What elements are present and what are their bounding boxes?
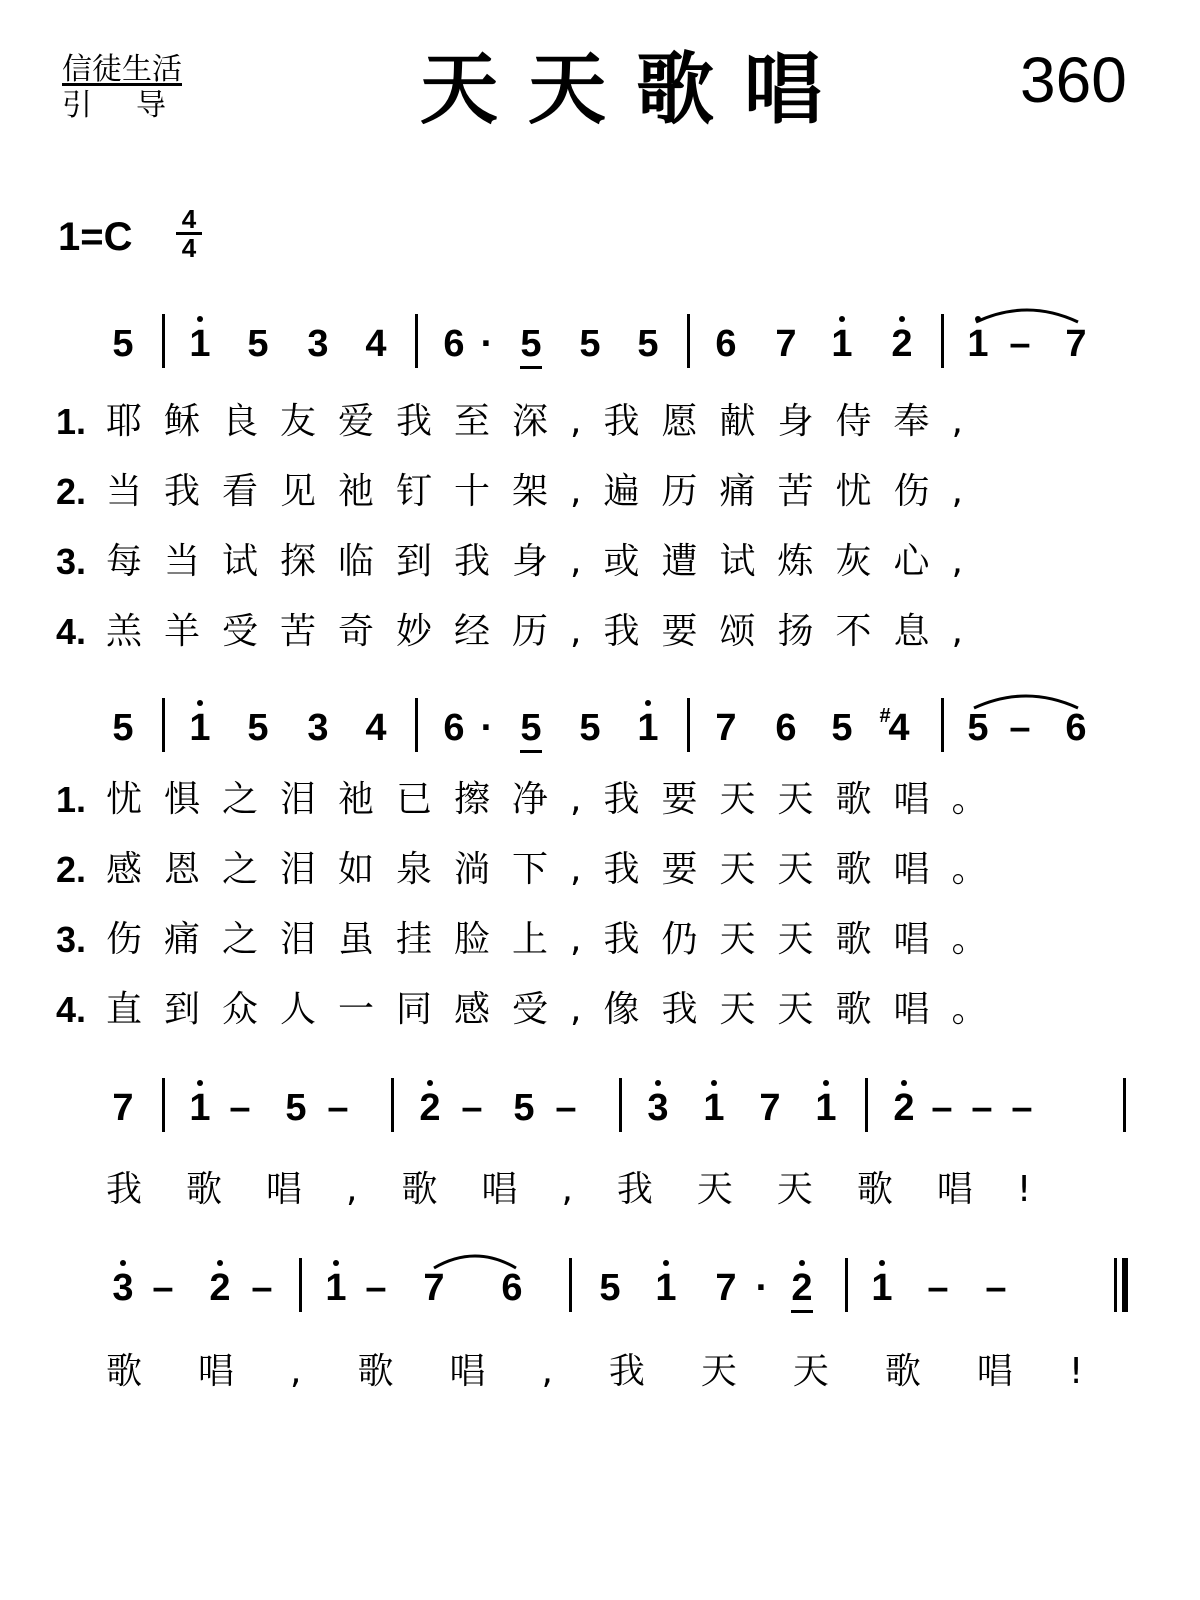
dash: – — [461, 1087, 483, 1129]
verse-number: 2. — [56, 849, 87, 890]
verse-lyrics: 感恩之泪如泉淌下,我要天天歌唱。 — [106, 849, 1010, 890]
note: 1 — [189, 323, 211, 365]
octave-dot — [120, 1260, 126, 1266]
note: 7 — [1065, 323, 1087, 365]
note: 5 — [520, 707, 542, 749]
barline — [162, 1078, 165, 1132]
barline — [1123, 1078, 1126, 1132]
note: 6 — [775, 707, 797, 749]
dash: – — [555, 1087, 577, 1129]
note: 1 — [637, 707, 659, 749]
barline — [845, 1258, 848, 1312]
page-title: 天天歌唱 — [420, 45, 853, 135]
dash: – — [971, 1087, 993, 1129]
dash: – — [229, 1087, 251, 1129]
beam-underline — [791, 1310, 813, 1313]
octave-dot — [333, 1260, 339, 1266]
note: 5 — [285, 1087, 307, 1129]
verse-number: 1. — [56, 401, 87, 442]
note: 7 — [759, 1087, 781, 1129]
note: 3 — [307, 323, 329, 365]
verse-lyrics: 耶稣良友爱我至深,我愿献身侍奉, — [106, 401, 985, 442]
octave-dot — [427, 1080, 433, 1086]
note: 5 — [112, 707, 134, 749]
note: 5 — [831, 707, 853, 749]
octave-dot — [197, 700, 203, 706]
note: 7 — [715, 1267, 737, 1309]
refrain-lyrics: 我歌唱,歌唱,我天天歌唱! — [106, 1169, 1076, 1210]
note: 5 — [520, 323, 542, 365]
barline — [941, 314, 944, 368]
dash: – — [1009, 323, 1031, 365]
dash: – — [931, 1087, 953, 1129]
note: 4 — [365, 323, 387, 365]
note: 1 — [871, 1267, 893, 1309]
octave-dot — [899, 316, 905, 322]
note: 4 — [888, 707, 910, 749]
octave-dot — [663, 1260, 669, 1266]
note: 4 — [365, 707, 387, 749]
verse-lyrics: 每当试探临到我身,或遭试炼灰心, — [106, 541, 985, 582]
note: 1 — [655, 1267, 677, 1309]
verse-number: 1. — [56, 779, 87, 820]
octave-dot — [839, 316, 845, 322]
note: 1 — [189, 707, 211, 749]
barline — [687, 698, 690, 752]
octave-dot — [901, 1080, 907, 1086]
note: 1 — [831, 323, 853, 365]
verse-number: 3. — [56, 919, 87, 960]
hymn-number: 360 — [1020, 44, 1127, 116]
verse-number: 4. — [56, 989, 87, 1030]
octave-dot — [799, 1260, 805, 1266]
key-signature: 1=C — [58, 215, 133, 259]
octave-dot — [823, 1080, 829, 1086]
note: 7 — [775, 323, 797, 365]
beam-underline — [520, 750, 542, 753]
dot: · — [755, 1267, 769, 1309]
note: 6 — [443, 707, 465, 749]
barline — [619, 1078, 622, 1132]
dash: – — [985, 1267, 1007, 1309]
note: 2 — [891, 323, 913, 365]
octave-dot — [645, 700, 651, 706]
dash: – — [1011, 1087, 1033, 1129]
tie-arc — [976, 304, 1078, 324]
verse-number: 2. — [56, 471, 87, 512]
hymn-category — [62, 52, 210, 124]
barline — [687, 314, 690, 368]
verse-lyrics: 伤痛之泪虽挂脸上,我仍天天歌唱。 — [106, 919, 1010, 960]
octave-dot — [879, 1260, 885, 1266]
octave-dot — [711, 1080, 717, 1086]
note: 7 — [423, 1267, 445, 1309]
dash: – — [1009, 707, 1031, 749]
note: 5 — [967, 707, 989, 749]
barline — [865, 1078, 868, 1132]
time-signature — [176, 206, 202, 261]
sharp-sign: # — [879, 705, 891, 727]
note: 1 — [815, 1087, 837, 1129]
note: 5 — [112, 323, 134, 365]
note: 2 — [791, 1267, 813, 1309]
note: 5 — [637, 323, 659, 365]
dash: – — [251, 1267, 273, 1309]
dot: · — [480, 323, 494, 365]
note: 2 — [893, 1087, 915, 1129]
barline — [391, 1078, 394, 1132]
verse-number: 3. — [56, 541, 87, 582]
dash: – — [365, 1267, 387, 1309]
note: 1 — [325, 1267, 347, 1309]
tie-arc — [434, 1250, 516, 1270]
note: 1 — [189, 1087, 211, 1129]
verse-lyrics: 羔羊受苦奇妙经历,我要颂扬不息, — [106, 611, 985, 652]
barline — [299, 1258, 302, 1312]
dash: – — [927, 1267, 949, 1309]
note: 7 — [715, 707, 737, 749]
octave-dot — [197, 316, 203, 322]
note: 1 — [703, 1087, 725, 1129]
barline — [162, 698, 165, 752]
octave-dot — [217, 1260, 223, 1266]
octave-dot — [655, 1080, 661, 1086]
barline — [162, 314, 165, 368]
note: 1 — [967, 323, 989, 365]
barline — [941, 698, 944, 752]
note: 5 — [247, 707, 269, 749]
category-line1: 信徒生活 — [62, 52, 182, 87]
note: 5 — [513, 1087, 535, 1129]
note: 5 — [579, 323, 601, 365]
note: 2 — [209, 1267, 231, 1309]
beam-underline — [520, 366, 542, 369]
note: 7 — [112, 1087, 134, 1129]
verse-lyrics: 直到众人一同感受,像我天天歌唱。 — [106, 989, 1010, 1030]
note: 2 — [419, 1087, 441, 1129]
note: 6 — [715, 323, 737, 365]
note: 6 — [501, 1267, 523, 1309]
final-barline — [1114, 1258, 1117, 1312]
time-signature-top: 4 — [176, 206, 202, 235]
dot: · — [480, 707, 494, 749]
note: 5 — [599, 1267, 621, 1309]
octave-dot — [197, 1080, 203, 1086]
category-line2: 引导 — [62, 88, 210, 123]
verse-lyrics: 忧惧之泪祂已擦净,我要天天歌唱。 — [106, 779, 1010, 820]
verse-number: 4. — [56, 611, 87, 652]
barline — [415, 698, 418, 752]
barline — [569, 1258, 572, 1312]
final-barline-thick — [1122, 1258, 1128, 1312]
note: 3 — [112, 1267, 134, 1309]
refrain-lyrics: 歌唱,歌唱,我天天歌唱! — [106, 1351, 1140, 1392]
note: 6 — [443, 323, 465, 365]
note: 3 — [307, 707, 329, 749]
barline — [415, 314, 418, 368]
note: 5 — [247, 323, 269, 365]
note: 5 — [579, 707, 601, 749]
tie-arc — [974, 690, 1078, 710]
dash: – — [152, 1267, 174, 1309]
note: 3 — [647, 1087, 669, 1129]
verse-lyrics: 当我看见祂钉十架,遍历痛苦忧伤, — [106, 471, 985, 512]
dash: – — [327, 1087, 349, 1129]
time-signature-bottom: 4 — [181, 233, 197, 263]
note: 6 — [1065, 707, 1087, 749]
